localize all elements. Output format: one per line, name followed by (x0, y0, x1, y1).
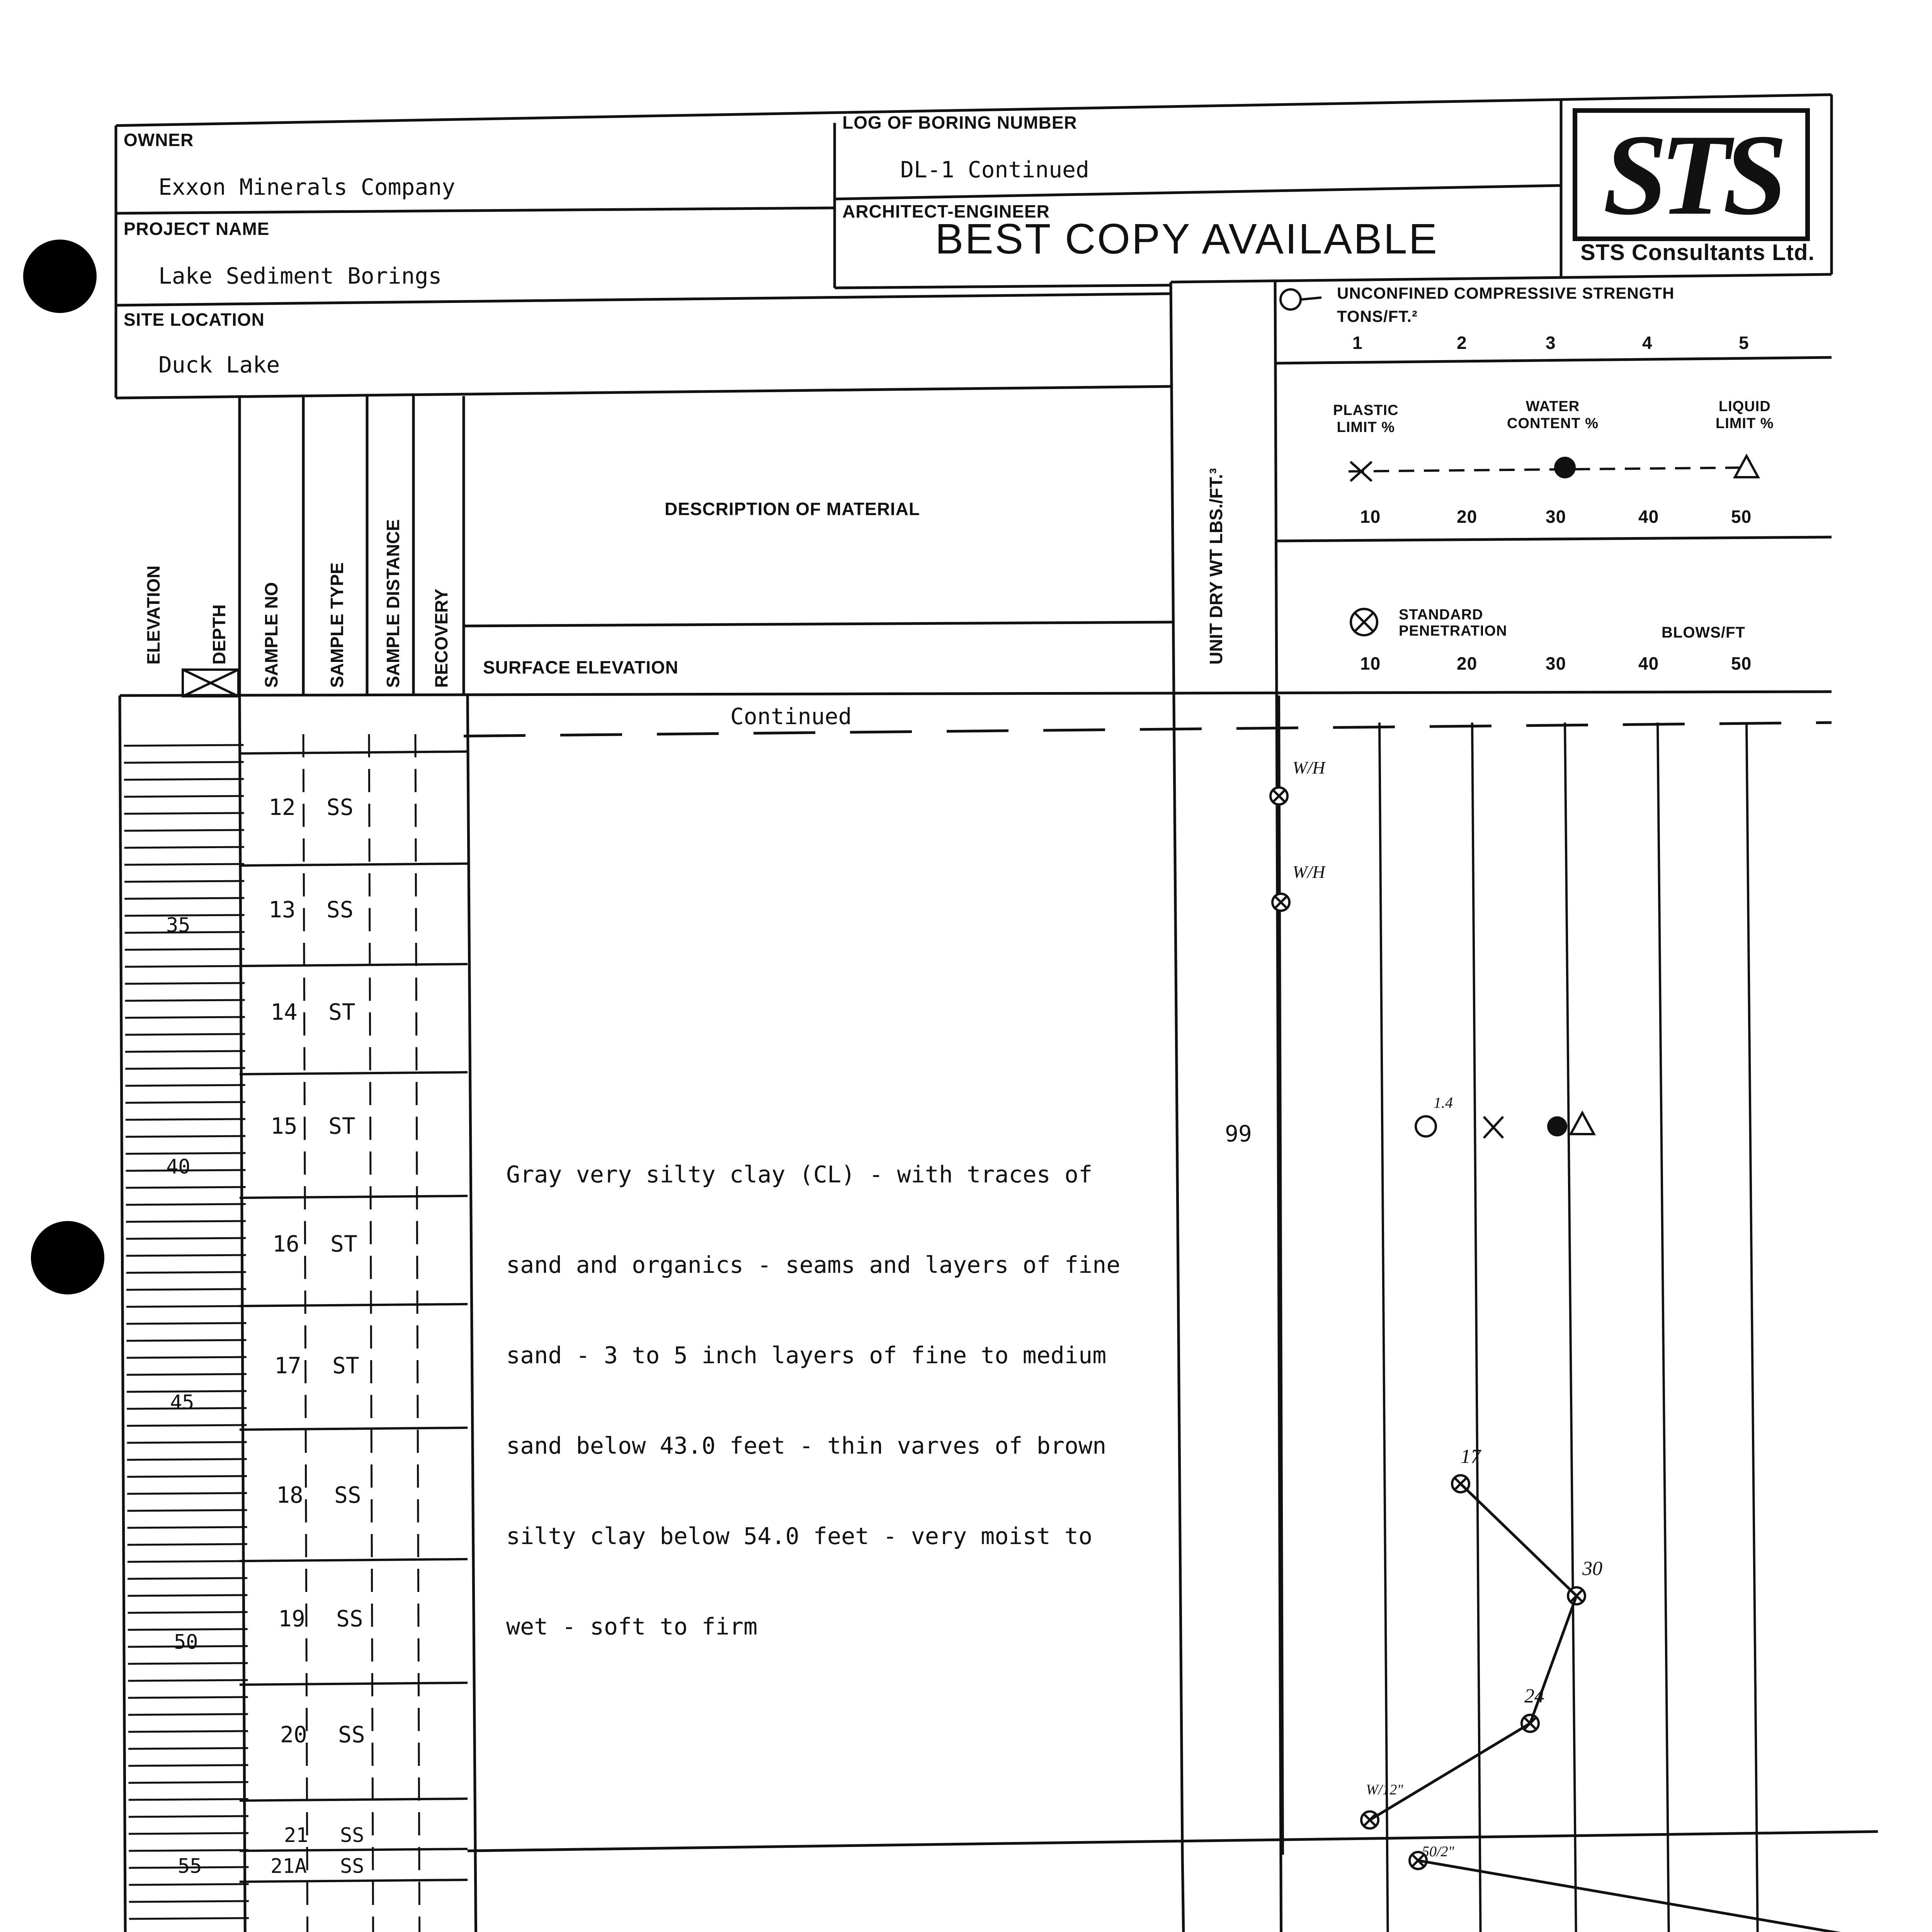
elevation-hatch-line (129, 1799, 248, 1800)
plastic-limit-label (1333, 402, 1399, 436)
spt-units: BLOWS/FT (1662, 624, 1745, 641)
elevation-hatch-line (124, 898, 244, 899)
elevation-hatch-line (126, 1306, 246, 1307)
description-sc (522, 1886, 1164, 1932)
sample-no: 18 (276, 1482, 303, 1508)
spt-ticks (1314, 653, 1793, 676)
project-value: Lake Sediment Borings (158, 263, 442, 289)
sample-type: SS (340, 1824, 364, 1847)
spt-value: 24 (1524, 1685, 1544, 1707)
sample-type: ST (332, 1352, 359, 1379)
elevation-hatch-line (129, 1833, 248, 1834)
spt-trend-line-lower (1418, 1861, 1878, 1932)
elevation-hatch-line (129, 1782, 248, 1783)
sample-no: 17 (274, 1352, 301, 1379)
ucs-tick: 2 (1457, 333, 1467, 353)
project-label: PROJECT NAME (124, 219, 270, 239)
spt-value: 17 (1461, 1446, 1481, 1468)
depth-header: DEPTH (209, 604, 229, 665)
sample-type: SS (334, 1482, 361, 1508)
site-value: Duck Lake (158, 352, 280, 378)
elevation-hatch-line (125, 1051, 245, 1052)
company-name: STS Consultants Ltd. (1580, 240, 1815, 265)
sample-no: 12 (269, 794, 296, 820)
clay-line: sand - 3 to 5 inch layers of fine to medium (506, 1342, 1107, 1369)
elevation-hatch-line (129, 1850, 248, 1851)
sample-type: SS (327, 896, 354, 923)
elevation-header: ELEVATION (143, 565, 163, 665)
sample-type: SS (338, 1721, 365, 1748)
ucs-tick: 4 (1642, 333, 1653, 353)
elevation-hatch-line (124, 796, 244, 797)
elevation-hatch-line (128, 1561, 247, 1562)
spt-value: 50/2" (1422, 1844, 1454, 1860)
elevation-hatch-line (126, 1136, 245, 1137)
spt-tick: 20 (1457, 653, 1478, 673)
sts-logo-text: STS (1603, 111, 1780, 239)
sample-type: ST (328, 1113, 355, 1139)
clay-line: Gray very silty clay (CL) - with traces of (506, 1161, 1093, 1188)
ucs-tick: 1 (1352, 333, 1363, 353)
elevation-hatch-line (127, 1510, 247, 1511)
elevation-hatch-line (126, 1272, 246, 1273)
elevation-hatch-line (126, 1323, 246, 1324)
elevation-hatch-line (124, 779, 244, 780)
spt-value: 30 (1582, 1558, 1602, 1580)
wh-annotation: W/H (1293, 862, 1325, 882)
elevation-hatch-line (126, 1204, 246, 1205)
elevation-hatch-line (125, 983, 245, 984)
elevation-hatch-line (124, 847, 244, 848)
recovery-header: RECOVERY (431, 588, 451, 688)
unit-dry-wt-value: 99 (1225, 1121, 1252, 1147)
wc-tick: 20 (1457, 507, 1478, 527)
elevation-hatch-line (128, 1697, 248, 1698)
spt-title (1399, 607, 1507, 639)
elevation-hatch-line (128, 1663, 248, 1664)
elevation-hatch-line (127, 1476, 247, 1477)
spt-value: W/12" (1366, 1782, 1403, 1798)
elevation-hatch-line (124, 762, 244, 763)
sample-type-header: SAMPLE TYPE (327, 562, 347, 688)
water-content-label (1507, 398, 1599, 432)
wc-tick: 50 (1731, 507, 1752, 527)
elevation-hatch-line (124, 813, 244, 814)
plastic-line-1: PLASTIC (1333, 402, 1399, 418)
liquid-limit-label (1716, 398, 1774, 432)
ucs-tick: 5 (1739, 333, 1749, 353)
spt-trend-line (1370, 1484, 1577, 1820)
elevation-hatch-line (128, 1527, 247, 1528)
wc-tick: 40 (1638, 507, 1659, 527)
sample-no: 13 (269, 896, 296, 923)
elevation-hatch-line (125, 1017, 245, 1018)
unit-dry-wt-header: UNIT DRY WT LBS./FT.³ (1206, 468, 1226, 665)
elevation-hatch-line (127, 1442, 247, 1443)
owner-label: OWNER (124, 130, 194, 150)
elevation-hatch-line (128, 1578, 247, 1579)
sts-logo (1573, 108, 1810, 241)
sample-type: SS (340, 1855, 364, 1878)
sample-no: 14 (270, 999, 298, 1025)
wc-ticks (1314, 506, 1793, 529)
clay-line: sand and organics - seams and layers of fine (506, 1252, 1121, 1279)
elevation-hatch-line (126, 1238, 246, 1239)
elevation-hatch-line (128, 1629, 248, 1630)
sample-no: 21 (284, 1824, 308, 1847)
liquid-line-1: LIQUID (1718, 398, 1771, 415)
elevation-hatch-line (125, 966, 245, 967)
elevation-hatch-line (126, 1289, 246, 1290)
elevation-hatch-line (128, 1544, 247, 1545)
wh-annotation: W/H (1293, 758, 1325, 777)
sample-no-header: SAMPLE NO (261, 582, 281, 688)
site-label: SITE LOCATION (124, 310, 265, 330)
elevation-hatch-line (124, 830, 244, 831)
elevation-hatch-line (127, 1357, 247, 1358)
sample-no: 19 (278, 1605, 305, 1632)
spt-marker (1270, 787, 1287, 804)
elevation-hatch-line (128, 1595, 247, 1596)
plastic-line-2: LIMIT % (1337, 419, 1395, 435)
elevation-hatch-line (124, 745, 244, 746)
sample-type: ST (330, 1231, 357, 1257)
elevation-hatch-line (125, 1068, 245, 1069)
depth-x-box (182, 668, 240, 697)
elevation-hatch-line (126, 1187, 246, 1188)
spt-marker (1272, 894, 1289, 911)
elevation-hatch-line (128, 1612, 248, 1613)
sample-distance-header: SAMPLE DISTANCE (383, 519, 403, 688)
elevation-hatch-line (127, 1425, 247, 1426)
elevation-hatch-line (128, 1748, 248, 1749)
ucs-title: UNCONFINED COMPRESSIVE STRENGTH (1337, 284, 1675, 302)
elevation-hatch-line (127, 1459, 247, 1460)
sample-no: 16 (272, 1231, 299, 1257)
ucs-ticks (1314, 332, 1793, 355)
sample-type: SS (327, 794, 354, 820)
depth-label-40: 40 (166, 1155, 190, 1179)
depth-label-45: 45 (170, 1391, 194, 1414)
sample-no: 20 (280, 1721, 307, 1748)
organic-content-value: 1.4 (1434, 1094, 1453, 1111)
spt-tick: 10 (1360, 653, 1381, 673)
clay-line: silty clay below 54.0 feet - very moist to (506, 1523, 1093, 1550)
spt-tick: 30 (1546, 653, 1566, 673)
water-line-2: CONTENT % (1507, 415, 1599, 432)
sample-type: ST (328, 999, 355, 1025)
elevation-hatch-line (126, 1255, 246, 1256)
elevation-hatch-line (129, 1901, 249, 1902)
elevation-hatch-line (126, 1221, 246, 1222)
log-of-boring-label: LOG OF BORING NUMBER (842, 112, 1077, 133)
elevation-hatch-line (124, 881, 244, 882)
spt-tick: 40 (1638, 653, 1659, 673)
elevation-hatch-line (128, 1765, 248, 1766)
elevation-hatch-line (129, 1884, 249, 1885)
surface-elevation-label: SURFACE ELEVATION (483, 657, 679, 677)
best-copy-stamp: BEST COPY AVAILABLE (935, 215, 1439, 263)
sample-type: SS (336, 1605, 363, 1632)
wc-tick: 10 (1360, 507, 1381, 527)
elevation-hatch-line (125, 1085, 245, 1086)
elevation-hatch-line (128, 1680, 248, 1681)
elevation-hatch-line (125, 1034, 245, 1035)
depth-label-50: 50 (174, 1631, 198, 1654)
elevation-hatch-line (125, 1000, 245, 1001)
elevation-hatch-line (125, 949, 245, 950)
depth-label-35: 35 (166, 914, 190, 937)
elevation-hatch-line (128, 1714, 248, 1715)
ucs-tick: 3 (1546, 333, 1556, 353)
elevation-hatch-line (126, 1340, 246, 1341)
clay-line: wet - soft to firm (506, 1613, 758, 1640)
elevation-hatch-line (129, 1816, 248, 1817)
sample-no: 21A (270, 1855, 307, 1878)
wc-tick: 30 (1546, 507, 1566, 527)
owner-value: Exxon Minerals Company (158, 174, 456, 200)
architect-label: ARCHITECT-ENGINEER (842, 201, 1050, 221)
spt-title-1: STANDARD (1399, 607, 1483, 623)
spt-tick: 50 (1731, 653, 1752, 673)
elevation-hatch-line (124, 864, 244, 865)
description-clay (506, 1099, 1120, 1672)
elevation-hatch-line (129, 1918, 249, 1919)
ucs-units: TONS/FT.² (1337, 307, 1418, 325)
elevation-hatch-line (127, 1493, 247, 1494)
water-line-1: WATER (1526, 398, 1580, 415)
depth-label-55: 55 (178, 1855, 202, 1878)
boring-number: DL-1 Continued (900, 156, 1089, 183)
liquid-line-2: LIMIT % (1716, 415, 1774, 432)
spt-title-2: PENETRATION (1399, 623, 1507, 639)
elevation-hatch-line (127, 1374, 247, 1375)
elevation-hatch-line (126, 1102, 245, 1103)
elevation-hatch-line (126, 1153, 245, 1154)
sample-no: 15 (270, 1113, 298, 1139)
clay-line: sand below 43.0 feet - thin varves of brown (506, 1432, 1107, 1459)
elevation-hatch-line (128, 1731, 248, 1732)
elevation-hatch-line (126, 1119, 245, 1120)
continued-label: Continued (730, 703, 852, 730)
description-header: DESCRIPTION OF MATERIAL (665, 499, 920, 519)
